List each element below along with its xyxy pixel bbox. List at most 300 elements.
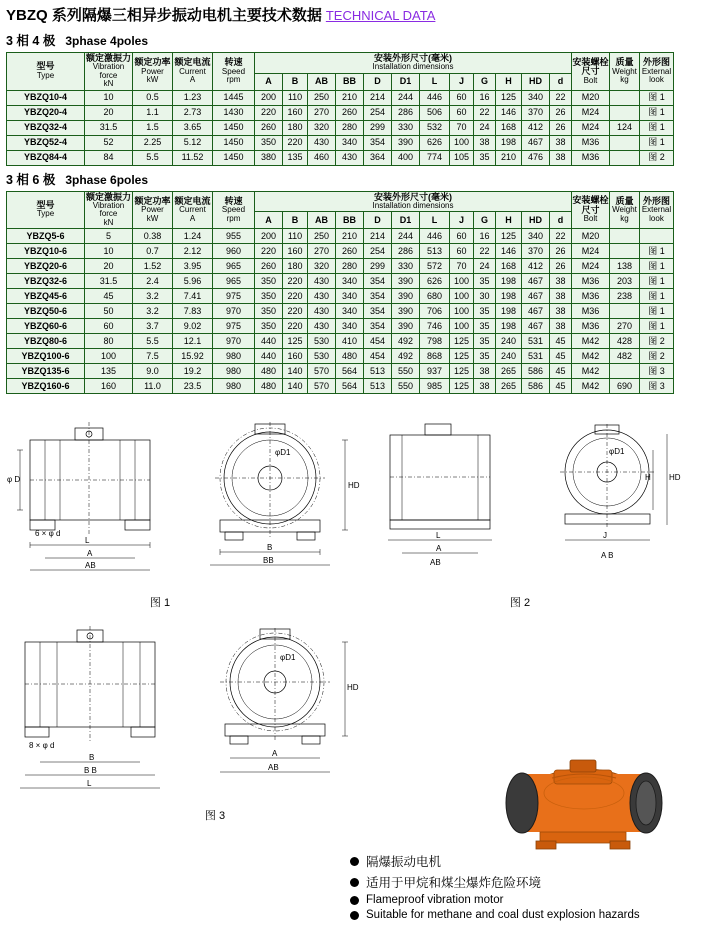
table-row xyxy=(7,319,674,334)
section-heading-6pole xyxy=(0,166,701,191)
cell-bolt: M24 xyxy=(572,259,610,274)
label-J-fig2: J xyxy=(603,531,607,541)
cell-dim-J: 125 xyxy=(450,349,474,364)
cell-dim-D: 354 xyxy=(364,135,392,150)
table-row xyxy=(7,150,674,165)
dim-col-BB: BB xyxy=(336,73,364,90)
spec-table-4pole xyxy=(6,52,674,166)
cell-speed: 980 xyxy=(213,379,255,394)
cell-force: 84 xyxy=(85,150,133,165)
cell-dim-D1: 330 xyxy=(392,259,420,274)
cell-dim-G: 35 xyxy=(474,150,496,165)
cell-dim-A: 350 xyxy=(255,289,283,304)
cell-bolt: M36 xyxy=(572,289,610,304)
cell-dim-B: 160 xyxy=(283,349,308,364)
cell-dim-d: 26 xyxy=(550,244,572,259)
cell-look: 图 1 xyxy=(640,274,674,289)
cell-dim-D: 214 xyxy=(364,90,392,105)
cell-dim-BB: 210 xyxy=(336,229,364,244)
figure2-end-view xyxy=(545,410,685,590)
cell-look: 图 1 xyxy=(640,304,674,319)
col-bolt: 安装螺栓尺寸 Bolt xyxy=(572,191,610,229)
cell-dim-L: 868 xyxy=(420,349,450,364)
cell-dim-BB: 340 xyxy=(336,135,364,150)
cell-look: 图 1 xyxy=(640,120,674,135)
dim-col-d: d xyxy=(550,212,572,229)
cell-dim-L: 798 xyxy=(420,334,450,349)
cell-dim-D1: 492 xyxy=(392,349,420,364)
section-heading-4pole-cn: 3 相 4 极 xyxy=(6,34,56,48)
spec-table-4pole-body xyxy=(7,90,674,165)
cell-weight xyxy=(610,135,640,150)
cell-power: 2.25 xyxy=(133,135,173,150)
cell-dim-J: 100 xyxy=(450,289,474,304)
bullet-text: 适用于甲烷和煤尘爆炸危险环境 xyxy=(366,876,542,890)
cell-force: 45 xyxy=(85,289,133,304)
cell-dim-AB: 250 xyxy=(308,229,336,244)
cell-dim-J: 100 xyxy=(450,304,474,319)
cell-dim-J: 60 xyxy=(450,244,474,259)
cell-dim-D: 513 xyxy=(364,364,392,379)
cell-dim-J: 70 xyxy=(450,259,474,274)
cell-dim-G: 16 xyxy=(474,229,496,244)
cell-current: 3.65 xyxy=(173,120,213,135)
figure2-caption: 图 2 xyxy=(509,597,531,610)
label-BB-fig3: B B xyxy=(84,766,97,776)
cell-dim-B: 160 xyxy=(283,105,308,120)
cell-dim-L: 746 xyxy=(420,319,450,334)
motor-photo xyxy=(492,748,677,853)
table-row xyxy=(7,379,674,394)
label-BB: BB xyxy=(263,556,274,566)
cell-speed: 1450 xyxy=(213,135,255,150)
cell-current: 2.73 xyxy=(173,105,213,120)
cell-look: 图 2 xyxy=(640,349,674,364)
cell-dim-D1: 330 xyxy=(392,120,420,135)
cell-force: 135 xyxy=(85,364,133,379)
figure1-caption: 图 1 xyxy=(149,597,171,610)
bullet-text: Flameproof vibration motor xyxy=(366,894,504,906)
col-speed: 转速 Speed rpm xyxy=(213,53,255,91)
cell-power: 1.1 xyxy=(133,105,173,120)
cell-bolt: M36 xyxy=(572,274,610,289)
cell-dim-AB: 430 xyxy=(308,135,336,150)
cell-dim-A: 260 xyxy=(255,120,283,135)
cell-weight: 428 xyxy=(610,334,640,349)
label-AB: AB xyxy=(85,561,96,571)
cell-power: 3.2 xyxy=(133,304,173,319)
bullet-dot-icon xyxy=(350,878,359,887)
cell-speed: 1450 xyxy=(213,150,255,165)
cell-current: 1.24 xyxy=(173,229,213,244)
cell-power: 0.7 xyxy=(133,244,173,259)
bullet-text: Suitable for methane and coal dust explosion hazards xyxy=(366,909,640,921)
cell-dim-AB: 530 xyxy=(308,334,336,349)
cell-dim-D1: 400 xyxy=(392,150,420,165)
cell-dim-G: 24 xyxy=(474,120,496,135)
cell-dim-AB: 430 xyxy=(308,289,336,304)
label-phi-D1-fig2: φD1 xyxy=(609,447,625,457)
cell-dim-G: 22 xyxy=(474,244,496,259)
cell-dim-L: 506 xyxy=(420,105,450,120)
cell-power: 7.5 xyxy=(133,349,173,364)
cell-look: 图 1 xyxy=(640,259,674,274)
cell-bolt: M42 xyxy=(572,349,610,364)
col-power: 额定功率 Power kW xyxy=(133,53,173,91)
cell-force: 20 xyxy=(85,105,133,120)
cell-dim-L: 985 xyxy=(420,379,450,394)
bullet-item xyxy=(350,852,640,870)
table-row xyxy=(7,274,674,289)
cell-dim-H: 198 xyxy=(496,289,522,304)
cell-dim-L: 626 xyxy=(420,135,450,150)
cell-look: 图 3 xyxy=(640,379,674,394)
label-B: B xyxy=(267,543,273,553)
cell-look: 图 1 xyxy=(640,319,674,334)
cell-dim-B: 220 xyxy=(283,135,308,150)
cell-dim-HD: 467 xyxy=(522,274,550,289)
cell-dim-d: 22 xyxy=(550,229,572,244)
dim-col-G: G xyxy=(474,73,496,90)
cell-dim-H: 198 xyxy=(496,135,522,150)
cell-dim-BB: 280 xyxy=(336,259,364,274)
cell-dim-HD: 467 xyxy=(522,319,550,334)
label-phi-D1-fig3: φD1 xyxy=(280,653,296,663)
table-row xyxy=(7,90,674,105)
cell-dim-HD: 531 xyxy=(522,334,550,349)
cell-current: 5.12 xyxy=(173,135,213,150)
cell-look: 图 2 xyxy=(640,334,674,349)
cell-type: YBZQ52-4 xyxy=(7,135,85,150)
cell-bolt: M36 xyxy=(572,150,610,165)
cell-dim-D: 354 xyxy=(364,304,392,319)
cell-type: YBZQ20-4 xyxy=(7,105,85,120)
cell-force: 160 xyxy=(85,379,133,394)
cell-dim-A: 220 xyxy=(255,244,283,259)
cell-dim-L: 680 xyxy=(420,289,450,304)
cell-weight: 124 xyxy=(610,120,640,135)
cell-dim-H: 240 xyxy=(496,349,522,364)
cell-dim-AB: 320 xyxy=(308,120,336,135)
cell-look: 图 1 xyxy=(640,105,674,120)
cell-dim-A: 200 xyxy=(255,90,283,105)
cell-current: 23.5 xyxy=(173,379,213,394)
cell-dim-H: 265 xyxy=(496,379,522,394)
table-row xyxy=(7,120,674,135)
cell-type: YBZQ80-6 xyxy=(7,334,85,349)
col-current: 额定电流 Current A xyxy=(173,53,213,91)
table-row xyxy=(7,349,674,364)
label-L-fig2: L xyxy=(436,531,441,541)
cell-speed: 1430 xyxy=(213,105,255,120)
col-force: 额定激振力 Vibration force kN xyxy=(85,191,131,227)
cell-speed: 980 xyxy=(213,364,255,379)
col-type: 型号 Type xyxy=(7,191,85,229)
cell-dim-J: 100 xyxy=(450,319,474,334)
cell-current: 7.41 xyxy=(173,289,213,304)
label-HD-fig3: HD xyxy=(347,683,359,693)
col-weight: 质量 Weight kg xyxy=(610,53,640,91)
cell-force: 52 xyxy=(85,135,133,150)
bullet-item xyxy=(350,873,640,891)
cell-force: 10 xyxy=(85,244,133,259)
cell-dim-G: 35 xyxy=(474,319,496,334)
cell-bolt: M36 xyxy=(572,135,610,150)
cell-dim-HD: 467 xyxy=(522,135,550,150)
label-AB-fig2b: A B xyxy=(601,551,614,561)
cell-dim-HD: 340 xyxy=(522,229,550,244)
cell-type: YBZQ84-4 xyxy=(7,150,85,165)
cell-dim-d: 26 xyxy=(550,259,572,274)
cell-power: 5.5 xyxy=(133,150,173,165)
cell-look: 图 2 xyxy=(640,150,674,165)
cell-dim-B: 110 xyxy=(283,229,308,244)
cell-speed: 960 xyxy=(213,244,255,259)
cell-type: YBZQ60-6 xyxy=(7,319,85,334)
cell-force: 10 xyxy=(85,90,133,105)
cell-dim-H: 198 xyxy=(496,319,522,334)
page-title-en: TECHNICAL DATA xyxy=(325,8,436,23)
cell-speed: 965 xyxy=(213,259,255,274)
cell-current: 12.1 xyxy=(173,334,213,349)
figure3-caption: 图 3 xyxy=(204,810,226,823)
table-row xyxy=(7,105,674,120)
cell-dim-L: 937 xyxy=(420,364,450,379)
dim-col-D: D xyxy=(364,212,392,229)
cell-dim-AB: 270 xyxy=(308,105,336,120)
figure2-view xyxy=(370,410,560,590)
section-heading-6pole-cn: 3 相 6 极 xyxy=(6,172,56,187)
figure3-end-view xyxy=(190,620,380,810)
cell-weight: 270 xyxy=(610,319,640,334)
cell-current: 15.92 xyxy=(173,349,213,364)
dim-col-B: B xyxy=(283,212,308,229)
cell-dim-J: 100 xyxy=(450,274,474,289)
cell-look: 图 1 xyxy=(640,135,674,150)
table-row xyxy=(7,244,674,259)
label-HD-fig2: HD xyxy=(669,473,681,483)
cell-dim-BB: 480 xyxy=(336,349,364,364)
cell-bolt: M36 xyxy=(572,319,610,334)
label-L-fig3: L xyxy=(87,779,92,789)
cell-dim-B: 180 xyxy=(283,259,308,274)
cell-current: 1.23 xyxy=(173,90,213,105)
spec-table-6pole-body xyxy=(7,229,674,394)
cell-power: 9.0 xyxy=(133,364,173,379)
spec-table-6pole xyxy=(6,191,674,395)
cell-dim-BB: 260 xyxy=(336,105,364,120)
table-row xyxy=(7,259,674,274)
cell-speed: 1445 xyxy=(213,90,255,105)
cell-dim-A: 350 xyxy=(255,274,283,289)
table-row xyxy=(7,135,674,150)
cell-type: YBZQ45-6 xyxy=(7,289,85,304)
bullet-dot-icon xyxy=(350,857,359,866)
cell-speed: 975 xyxy=(213,319,255,334)
cell-dim-J: 60 xyxy=(450,229,474,244)
cell-type: YBZQ10-6 xyxy=(7,244,85,259)
cell-dim-H: 210 xyxy=(496,150,522,165)
dim-col-L: L xyxy=(420,73,450,90)
cell-dim-D1: 492 xyxy=(392,334,420,349)
cell-current: 2.12 xyxy=(173,244,213,259)
cell-dim-HD: 467 xyxy=(522,289,550,304)
cell-dim-D: 454 xyxy=(364,334,392,349)
cell-dim-AB: 250 xyxy=(308,90,336,105)
cell-dim-A: 260 xyxy=(255,259,283,274)
cell-dim-HD: 586 xyxy=(522,364,550,379)
cell-weight: 203 xyxy=(610,274,640,289)
label-H-fig2: H xyxy=(645,473,651,483)
cell-dim-G: 16 xyxy=(474,90,496,105)
dim-col-G: G xyxy=(474,212,496,229)
cell-power: 2.4 xyxy=(133,274,173,289)
dim-col-H: H xyxy=(496,73,522,90)
cell-dim-d: 45 xyxy=(550,334,572,349)
cell-current: 5.96 xyxy=(173,274,213,289)
cell-dim-B: 180 xyxy=(283,120,308,135)
label-HD: HD xyxy=(348,481,360,491)
cell-dim-BB: 210 xyxy=(336,90,364,105)
col-install-dims: 安装外形尺寸(毫米) Installation dimensions xyxy=(255,191,572,212)
cell-weight: 690 xyxy=(610,379,640,394)
label-A-fig3: A xyxy=(272,749,278,759)
cell-dim-L: 626 xyxy=(420,274,450,289)
cell-dim-G: 22 xyxy=(474,105,496,120)
cell-dim-BB: 280 xyxy=(336,120,364,135)
cell-weight xyxy=(610,105,640,120)
cell-bolt: M20 xyxy=(572,229,610,244)
col-current: 额定电流 Current A xyxy=(173,191,213,229)
dim-col-J: J xyxy=(450,212,474,229)
cell-dim-J: 100 xyxy=(450,135,474,150)
cell-dim-H: 146 xyxy=(496,244,522,259)
cell-dim-d: 26 xyxy=(550,105,572,120)
cell-dim-B: 140 xyxy=(283,364,308,379)
cell-dim-H: 198 xyxy=(496,304,522,319)
cell-dim-D1: 550 xyxy=(392,379,420,394)
cell-speed: 955 xyxy=(213,229,255,244)
cell-dim-HD: 476 xyxy=(522,150,550,165)
cell-dim-B: 220 xyxy=(283,274,308,289)
dim-col-HD: HD xyxy=(522,212,550,229)
cell-dim-L: 572 xyxy=(420,259,450,274)
cell-power: 1.52 xyxy=(133,259,173,274)
cell-dim-J: 125 xyxy=(450,364,474,379)
cell-dim-HD: 467 xyxy=(522,304,550,319)
cell-dim-HD: 340 xyxy=(522,90,550,105)
cell-power: 11.0 xyxy=(133,379,173,394)
cell-dim-A: 480 xyxy=(255,379,283,394)
cell-dim-BB: 340 xyxy=(336,319,364,334)
cell-dim-G: 35 xyxy=(474,349,496,364)
cell-dim-G: 35 xyxy=(474,274,496,289)
cell-weight: 238 xyxy=(610,289,640,304)
cell-type: YBZQ10-4 xyxy=(7,90,85,105)
cell-dim-BB: 340 xyxy=(336,274,364,289)
cell-bolt: M24 xyxy=(572,105,610,120)
col-speed: 转速 Speed rpm xyxy=(213,191,255,229)
section-heading-4pole-en: 3phase 4poles xyxy=(65,34,149,48)
cell-dim-HD: 370 xyxy=(522,244,550,259)
table-row xyxy=(7,229,674,244)
bullet-dot-icon xyxy=(350,896,359,905)
cell-dim-AB: 430 xyxy=(308,319,336,334)
cell-weight xyxy=(610,229,640,244)
cell-dim-A: 440 xyxy=(255,334,283,349)
figure1-end-view xyxy=(185,410,365,590)
cell-dim-A: 350 xyxy=(255,319,283,334)
cell-look: 图 1 xyxy=(640,244,674,259)
cell-dim-HD: 412 xyxy=(522,259,550,274)
cell-weight xyxy=(610,304,640,319)
cell-dim-BB: 340 xyxy=(336,289,364,304)
cell-speed: 1450 xyxy=(213,120,255,135)
cell-bolt: M42 xyxy=(572,334,610,349)
cell-dim-D1: 286 xyxy=(392,244,420,259)
cell-dim-AB: 430 xyxy=(308,274,336,289)
cell-dim-D: 513 xyxy=(364,379,392,394)
dim-col-AB: AB xyxy=(308,73,336,90)
cell-look: 图 1 xyxy=(640,289,674,304)
cell-dim-H: 168 xyxy=(496,259,522,274)
cell-dim-A: 200 xyxy=(255,229,283,244)
label-phi-D1: φD1 xyxy=(275,448,291,458)
cell-force: 50 xyxy=(85,304,133,319)
label-AB-fig3: AB xyxy=(268,763,279,773)
cell-type: YBZQ5-6 xyxy=(7,229,85,244)
cell-current: 19.2 xyxy=(173,364,213,379)
cell-dim-D: 214 xyxy=(364,229,392,244)
cell-force: 20 xyxy=(85,259,133,274)
cell-dim-H: 125 xyxy=(496,90,522,105)
cell-dim-B: 110 xyxy=(283,90,308,105)
col-look: 外形图 External look xyxy=(640,191,674,229)
cell-dim-d: 38 xyxy=(550,319,572,334)
cell-dim-A: 350 xyxy=(255,135,283,150)
cell-dim-J: 125 xyxy=(450,334,474,349)
cell-dim-H: 168 xyxy=(496,120,522,135)
cell-dim-L: 774 xyxy=(420,150,450,165)
cell-dim-D1: 390 xyxy=(392,304,420,319)
cell-dim-J: 70 xyxy=(450,120,474,135)
cell-weight xyxy=(610,90,640,105)
cell-weight xyxy=(610,150,640,165)
cell-dim-L: 706 xyxy=(420,304,450,319)
cell-weight xyxy=(610,244,640,259)
cell-dim-BB: 564 xyxy=(336,379,364,394)
cell-dim-B: 220 xyxy=(283,304,308,319)
cell-dim-B: 140 xyxy=(283,379,308,394)
cell-dim-J: 60 xyxy=(450,105,474,120)
cell-dim-H: 198 xyxy=(496,274,522,289)
cell-dim-H: 125 xyxy=(496,229,522,244)
cell-force: 31.5 xyxy=(85,274,133,289)
cell-dim-J: 125 xyxy=(450,379,474,394)
cell-type: YBZQ32-4 xyxy=(7,120,85,135)
cell-dim-G: 24 xyxy=(474,259,496,274)
cell-dim-B: 160 xyxy=(283,244,308,259)
cell-dim-BB: 564 xyxy=(336,364,364,379)
cell-dim-D: 254 xyxy=(364,105,392,120)
cell-speed: 965 xyxy=(213,274,255,289)
table-row xyxy=(7,304,674,319)
dim-col-J: J xyxy=(450,73,474,90)
cell-speed: 980 xyxy=(213,349,255,364)
label-B-fig3: B xyxy=(89,753,95,763)
cell-look: 图 3 xyxy=(640,364,674,379)
cell-dim-d: 38 xyxy=(550,304,572,319)
